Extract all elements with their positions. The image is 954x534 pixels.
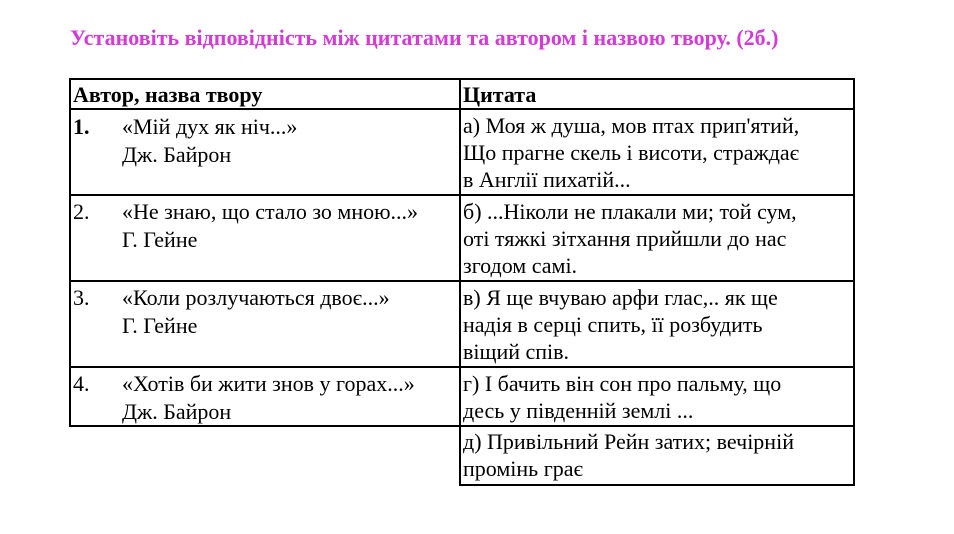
quote-line: згодом самі. [463, 253, 578, 278]
header-quote: Цитата [463, 82, 537, 107]
column-divider [459, 78, 461, 486]
quote-line: промінь грає [463, 456, 583, 481]
quote-line: Що прагне скель і висоти, страждає [463, 140, 800, 165]
table-border-left [69, 78, 71, 427]
work-author: Дж. Байрон [122, 399, 232, 424]
header-author: Автор, назва твору [73, 82, 263, 107]
quote-line: оті тяжкі зітхання прийшли до нас [463, 226, 787, 251]
quote-line: а) Моя ж душа, мов птах прип'ятий, [463, 113, 800, 138]
work-title: «Мій дух як ніч...» [122, 114, 298, 139]
quote-line: г) І бачить він сон про пальму, що [463, 371, 782, 396]
work-title: «Коли розлучаються двоє...» [122, 285, 390, 310]
row-number: 2. [73, 199, 90, 224]
table-border-bottom [459, 484, 855, 486]
work-title: «Не знаю, що стало зо мною...» [122, 199, 419, 224]
task-title: Установіть відповідність між цитатами та автором і назвою твору. (2б.) [70, 25, 779, 50]
table-border-right [853, 78, 855, 486]
row-divider [69, 366, 855, 368]
quote-line: д) Привільний Рейн затих; вечірній [463, 429, 794, 454]
quote-line: в Англії пихатій... [463, 167, 631, 192]
row-number: 1. [73, 114, 90, 139]
quote-line: в) Я ще вчуваю арфи глас,.. як ще [463, 285, 778, 310]
quote-line: надія в серці спить, її розбудить [463, 312, 763, 337]
table-border-top [69, 78, 855, 80]
work-title: «Хотів би жити знов у горах...» [122, 371, 415, 396]
row-number: 4. [73, 371, 90, 396]
row-divider [69, 194, 855, 196]
quote-line: десь у південній землі ... [463, 398, 694, 423]
work-author: Г. Гейне [122, 313, 198, 338]
row-number: 3. [73, 285, 90, 310]
row-divider [69, 280, 855, 282]
quote-line: б) ...Ніколи не плакали ми; той сум, [463, 199, 797, 224]
work-author: Г. Гейне [122, 227, 198, 252]
quote-line: віщий спів. [463, 339, 570, 364]
work-author: Дж. Байрон [122, 142, 232, 167]
